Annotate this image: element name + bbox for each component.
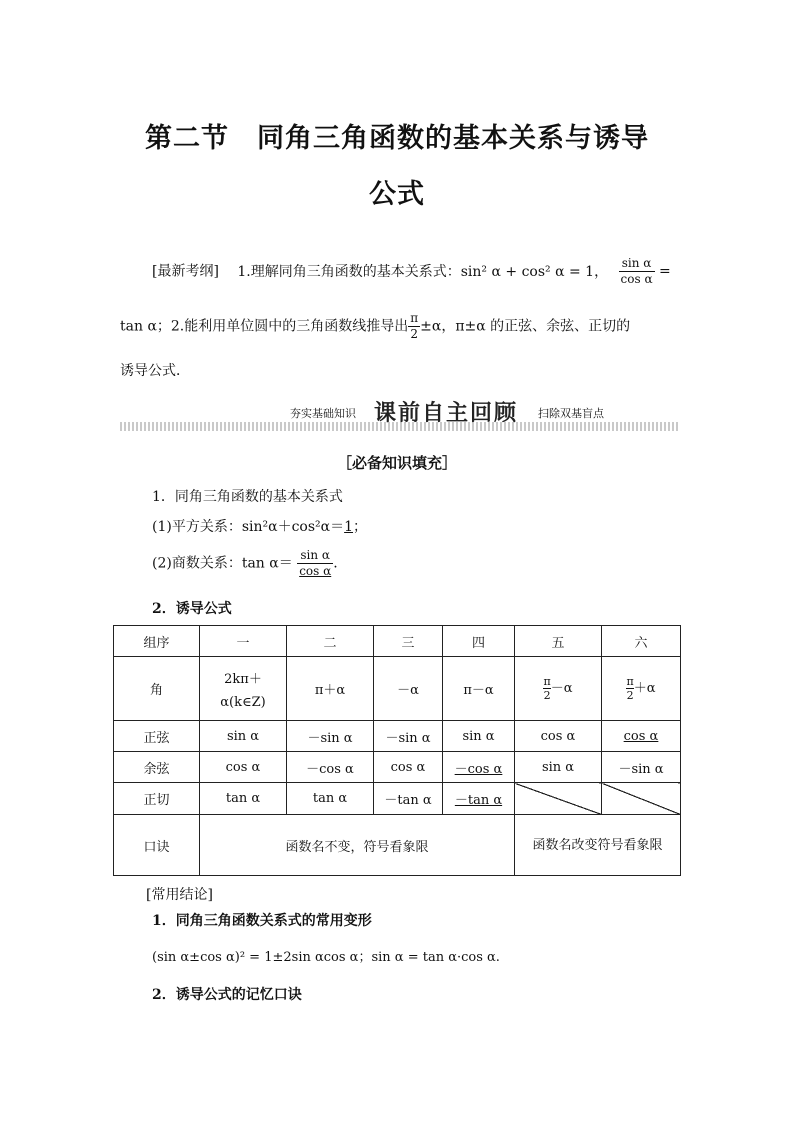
quotient-fraction xyxy=(297,548,333,579)
fraction-numerator: sin α xyxy=(619,256,655,272)
diagonal-cell xyxy=(602,783,681,815)
pi-num: π xyxy=(626,675,634,688)
conclusions-heading1: 1．同角三角函数关系式的常用变形 xyxy=(152,913,372,929)
pi-den: 2 xyxy=(626,689,634,702)
row-label: 余弦 xyxy=(114,752,200,783)
quotient-relation-text: (2)商数关系：tan α＝ xyxy=(152,555,293,572)
table-cell: π－α xyxy=(443,657,515,721)
sin-over-cos-fraction xyxy=(619,256,655,287)
objectives-line3: 诱导公式． xyxy=(120,363,190,379)
header-cell: 组序 xyxy=(114,626,200,657)
row-label: 角 xyxy=(114,657,200,721)
quotient-end: . xyxy=(333,555,338,572)
row-label: 口诀 xyxy=(114,815,200,876)
banner-left: 夯实基础知识 xyxy=(290,407,356,420)
table-cell: －cos α xyxy=(287,752,374,783)
table-row xyxy=(114,721,681,752)
pi-over-2-fraction xyxy=(408,311,420,342)
table-cell: sin α xyxy=(443,721,515,752)
pi-denominator: 2 xyxy=(410,327,419,341)
pi-over-2 xyxy=(543,675,550,702)
header-cell: 一 xyxy=(200,626,287,657)
objectives-line1 xyxy=(152,256,671,287)
conclusions-heading2: 2．诱导公式的记忆口诀 xyxy=(152,987,302,1003)
angle-1-line2: α(k∈Z) xyxy=(220,694,266,710)
square-relation-text: (1)平方关系：sin²α＋cos²α＝ xyxy=(152,519,345,535)
conclusions-label: [常用结论] xyxy=(146,887,213,903)
pi-over-2 xyxy=(626,675,633,702)
table-cell: －sin α xyxy=(287,721,374,752)
header-cell: 三 xyxy=(374,626,443,657)
objectives-text2b: ±α，π±α 的正弦、余弦、正切的 xyxy=(420,318,631,335)
table-cell: －sin α xyxy=(602,752,681,783)
quotient-denominator: cos α xyxy=(299,564,332,578)
objectives-text2a: tan α；2.能利用单位圆中的三角函数线推导出 xyxy=(120,318,409,335)
conclusions-formula: (sin α±cos α)² = 1±2sin αcos α；sin α = tan α·cos α. xyxy=(152,950,500,965)
fraction-denominator: cos α xyxy=(620,272,653,286)
objectives-label: [最新考纲] xyxy=(152,263,219,280)
table-cell: －tan α xyxy=(374,783,443,815)
table-cell: tan α xyxy=(200,783,287,815)
table-cell: tan α xyxy=(287,783,374,815)
table-cell: cos α xyxy=(602,721,681,752)
table-cell: －α xyxy=(374,657,443,721)
table-cell xyxy=(602,657,681,721)
table-cell xyxy=(515,657,602,721)
banner-right: 扫除双基盲点 xyxy=(538,407,604,420)
pi-num: π xyxy=(543,675,551,688)
quotient-relation xyxy=(152,548,338,579)
table-cell: π＋α xyxy=(287,657,374,721)
table-cell: sin α xyxy=(515,752,602,783)
objectives-text1: 1.理解同角三角函数的基本关系式：sin² α + cos² α = 1， xyxy=(237,263,609,280)
square-relation-end: ； xyxy=(353,519,368,535)
objectives-line2 xyxy=(120,311,630,342)
equals-sign: = xyxy=(659,263,671,280)
table-row xyxy=(114,815,681,876)
table-row xyxy=(114,626,681,657)
table-cell: －cos α xyxy=(443,752,515,783)
angle-6-tail: ＋α xyxy=(633,681,656,696)
section-heading: ［必备知识填充］ xyxy=(336,454,457,472)
pi-numerator: π xyxy=(410,311,419,325)
table-cell: －sin α xyxy=(374,721,443,752)
table-row xyxy=(114,783,681,815)
mnemonic-cell: 函数名不变，符号看象限 xyxy=(200,815,515,876)
header-cell: 四 xyxy=(443,626,515,657)
header-cell: 二 xyxy=(287,626,374,657)
banner-center: 课前自主回顾 xyxy=(374,401,519,426)
square-relation xyxy=(152,516,367,536)
basic-heading: 1．同角三角函数的基本关系式 xyxy=(152,489,343,505)
table-cell: cos α xyxy=(374,752,443,783)
quotient-numerator: sin α xyxy=(297,548,333,564)
row-label: 正弦 xyxy=(114,721,200,752)
pi-den: 2 xyxy=(543,689,551,702)
table-cell: －tan α xyxy=(443,783,515,815)
header-cell: 六 xyxy=(602,626,681,657)
table-cell: cos α xyxy=(200,752,287,783)
page-title: 第二节 同角三角函数的基本关系与诱导 xyxy=(145,123,649,154)
table-row xyxy=(114,752,681,783)
header-cell: 五 xyxy=(515,626,602,657)
table-cell: sin α xyxy=(200,721,287,752)
diagonal-cell xyxy=(515,783,602,815)
table-cell xyxy=(200,657,287,721)
table-cell: cos α xyxy=(515,721,602,752)
mnemonic-cell: 函数名改变符号看象限 xyxy=(515,815,681,876)
angle-1-line1: 2kπ＋ xyxy=(224,671,262,687)
square-relation-answer: 1 xyxy=(344,519,354,535)
page-title-line2: 公式 xyxy=(369,179,425,210)
angle-5-tail: －α xyxy=(550,681,573,696)
induction-heading: 2．诱导公式 xyxy=(152,601,232,617)
induction-table xyxy=(113,625,681,876)
table-row xyxy=(114,657,681,721)
row-label: 正切 xyxy=(114,783,200,815)
